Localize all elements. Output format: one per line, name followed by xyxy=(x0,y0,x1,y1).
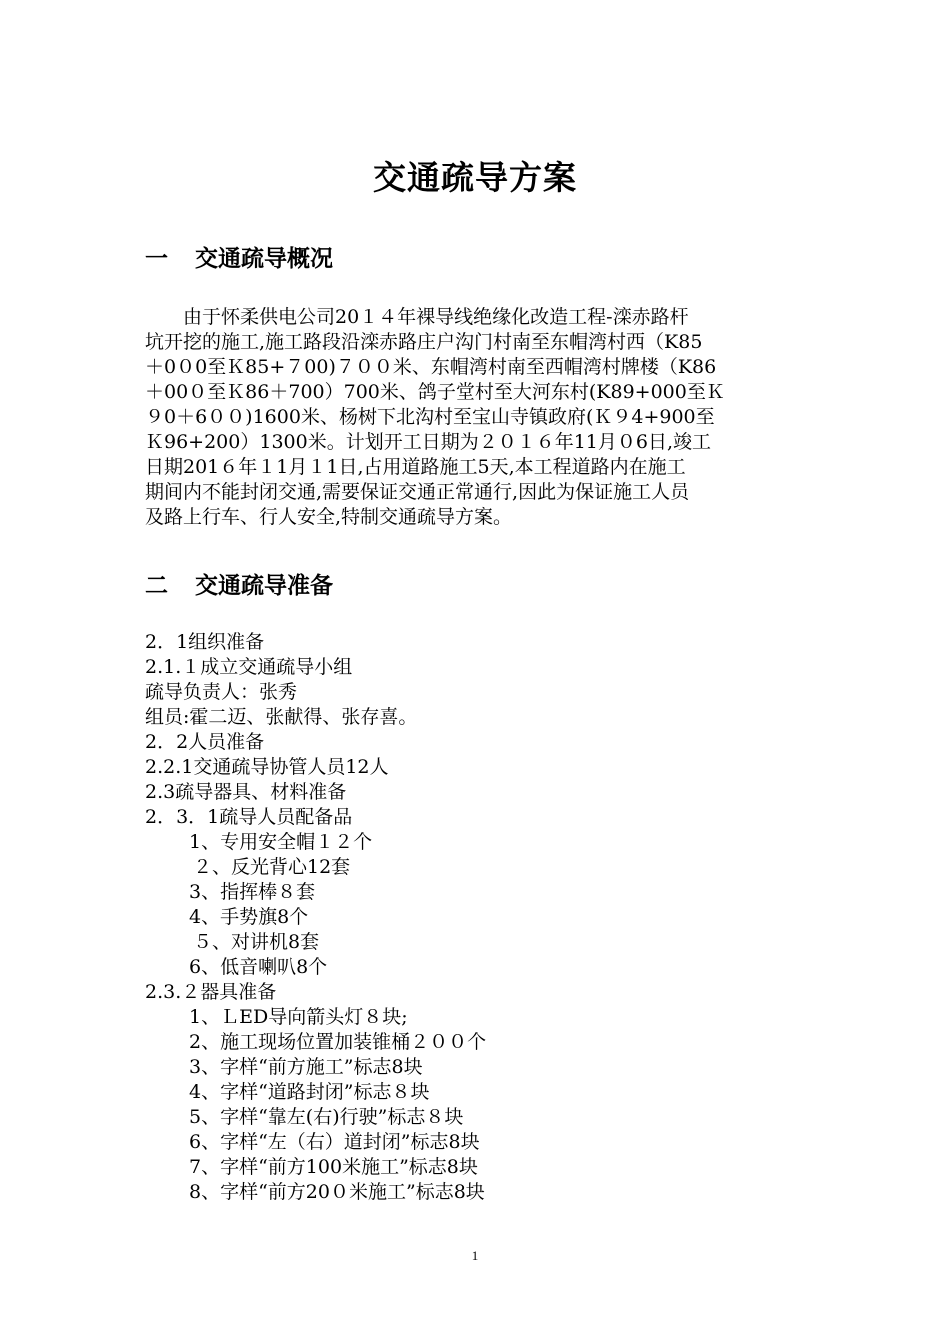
section-title: 交通疏导准备 xyxy=(195,573,333,599)
section-title: 交通疏导概况 xyxy=(195,246,333,272)
list-item: 4、字样“道路封闭”标志８块 xyxy=(189,1081,430,1103)
paragraph-line: ＋0０0至Ｋ85+７00)７００米、东帽湾村南至西帽湾村牌楼（K86 xyxy=(145,356,717,378)
page-number: 1 xyxy=(471,1248,479,1263)
paragraph-line: ＋00０至Ｋ86＋700）700米、鸽子堂村至大河东村(K89+000至Ｋ xyxy=(145,381,725,403)
list-item: 3、字样“前方施工”标志8块 xyxy=(189,1056,423,1078)
list-item: 4、手势旗8个 xyxy=(189,906,309,928)
list-item: ２、反光背心12套 xyxy=(193,856,351,878)
section-heading-1 xyxy=(145,240,333,273)
list-item: 3、指挥棒８套 xyxy=(189,881,316,903)
list-item: ５、对讲机8套 xyxy=(193,931,320,953)
list-item: 1、专用安全帽１２个 xyxy=(189,831,373,853)
list-item: 2．2人员准备 xyxy=(145,731,265,753)
list-item: 7、字样“前方100米施工”标志8块 xyxy=(189,1156,478,1178)
list-item: 1、ＬED导向箭头灯８块; xyxy=(189,1006,408,1028)
list-item: 疏导负责人：张秀 xyxy=(145,681,298,703)
paragraph-line: Ｋ96+200）1300米。计划开工日期为２０１６年11月０6日,竣工 xyxy=(145,431,712,453)
list-item: 8、字样“前方20０米施工”标志8块 xyxy=(189,1181,485,1203)
paragraph-line: 由于怀柔供电公司20１４年裸导线绝缘化改造工程-滦赤路杆 xyxy=(145,306,689,328)
paragraph-line: ９0＋6００)1600米、杨树下北沟村至宝山寺镇政府(Ｋ９4+900至 xyxy=(145,406,715,428)
section-heading-2 xyxy=(145,567,333,600)
section-number: 一 xyxy=(145,246,168,272)
list-item: 2.2.1交通疏导协管人员12人 xyxy=(145,756,389,778)
list-item: 2.3.２器具准备 xyxy=(145,981,277,1003)
list-item: 2、施工现场位置加装锥桶２００个 xyxy=(189,1031,487,1053)
list-item: 2．1组织准备 xyxy=(145,631,265,653)
list-item: 组员:霍二迈、张献得、张存喜。 xyxy=(145,706,418,728)
paragraph-line: 期间内不能封闭交通,需要保证交通正常通行,因此为保证施工人员 xyxy=(145,481,690,503)
overview-paragraph xyxy=(145,305,810,530)
list-item: 2．3．1疏导人员配备品 xyxy=(145,806,353,828)
section-number: 二 xyxy=(145,573,168,599)
paragraph-line: 及路上行车、行人安全,特制交通疏导方案。 xyxy=(145,506,513,528)
document-title: 交通疏导方案 xyxy=(373,158,577,197)
list-item: 2.3疏导器具、材料准备 xyxy=(145,781,347,803)
list-item: 2.1.１成立交通疏导小组 xyxy=(145,656,353,678)
preparation-list xyxy=(145,630,810,1205)
paragraph-line: 坑开挖的施工,施工路段沿滦赤路庄户沟门村南至东帽湾村西（K85 xyxy=(145,331,703,353)
list-item: 6、字样“左（右）道封闭”标志8块 xyxy=(189,1131,480,1153)
list-item: 6、低音喇叭8个 xyxy=(189,956,328,978)
list-item: 5、字样“靠左(右)行驶”标志８块 xyxy=(189,1106,464,1128)
paragraph-line: 日期201６年１1月１1日,占用道路施工5天,本工程道路内在施工 xyxy=(145,456,686,478)
